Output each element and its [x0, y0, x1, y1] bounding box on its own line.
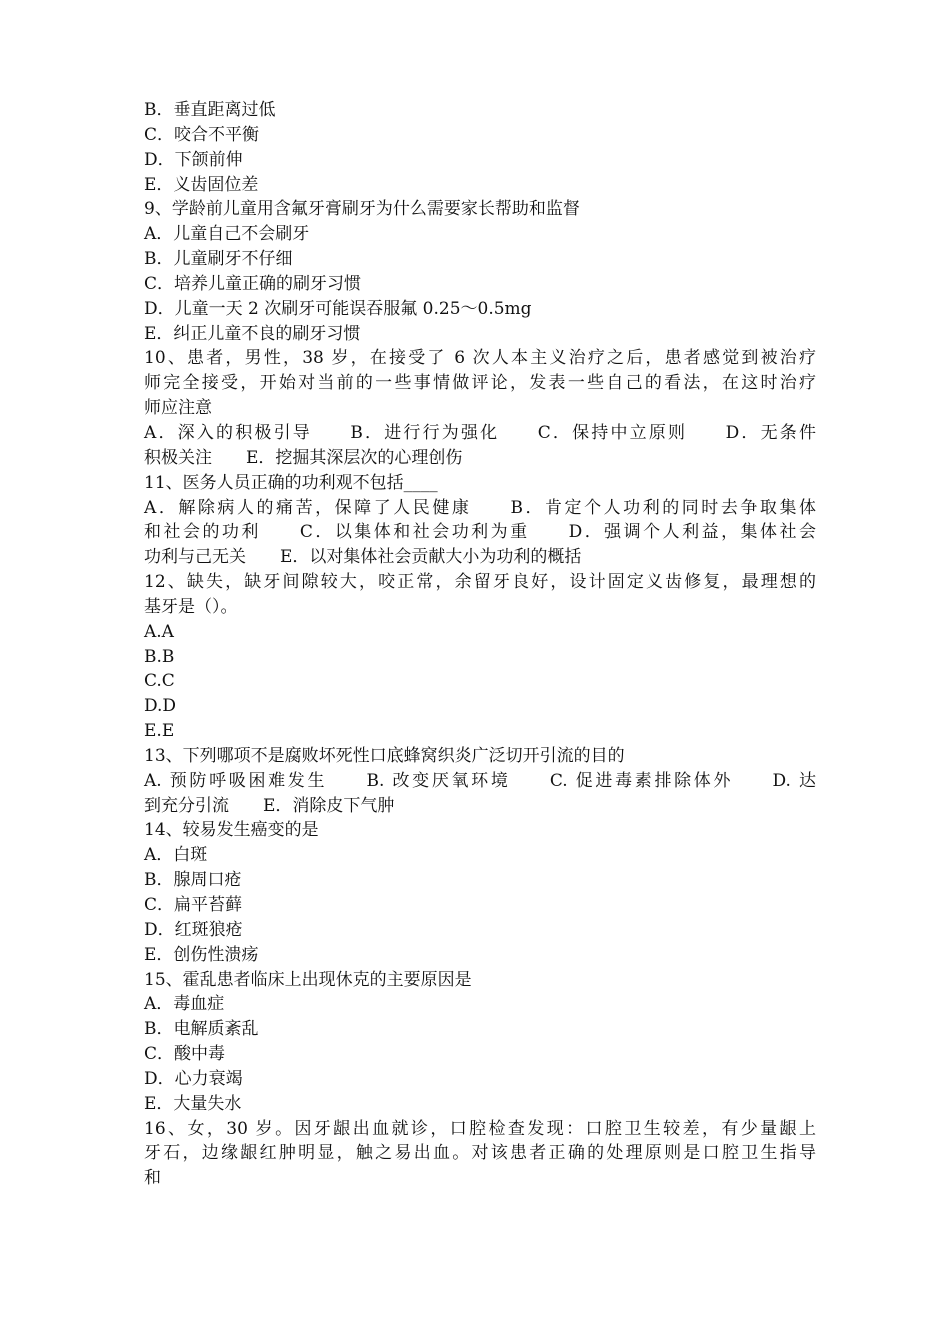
text-line: B．电解质紊乱 — [144, 1019, 259, 1040]
text-line: C．扁平苔藓 — [144, 895, 243, 915]
text-line: A.A — [144, 621, 174, 642]
text-line: A．毒血症 — [144, 994, 225, 1015]
text-line: 13、下列哪项不是腐败坏死性口底蜂窝织炎广泛切开引流的目的 — [144, 745, 625, 766]
text-line: B．腺周口疮 — [144, 870, 242, 891]
text-line: 和 — [144, 1168, 161, 1189]
text-line: A．儿童自己不会刷牙 — [144, 224, 310, 245]
text-line: C.C — [144, 671, 175, 692]
text-line: C．培养儿童正确的刷牙习惯 — [144, 273, 362, 294]
text-line: 到充分引流 E．消除皮下气肿 — [144, 795, 395, 816]
text-line: 16、女，30 岁。因牙龈出血就诊，口腔检查发现：口腔卫生较差，有少量龈上 — [144, 1118, 816, 1139]
text-line: D．下颌前伸 — [144, 149, 243, 170]
text-line: A．深入的积极引导 B．进行行为强化 C．保持中立原则 D．无条件 — [144, 422, 816, 443]
text-line: D．红斑狼疮 — [144, 919, 243, 940]
text-line: 和社会的功利 C．以集体和社会功利为重 D．强调个人利益，集体社会 — [144, 522, 816, 543]
text-line: B.B — [144, 646, 175, 667]
text-line: 师应注意 — [144, 398, 212, 419]
text-line: 10、患者，男性，38 岁，在接受了 6 次人本主义治疗之后，患者感觉到被治疗 — [144, 348, 816, 369]
text-line: 11、医务人员正确的功利观不包括____ — [144, 472, 438, 493]
text-line: 基牙是（）。 — [144, 596, 238, 617]
document-body — [144, 98, 816, 1191]
text-line: 15、霍乱患者临床上出现休克的主要原因是 — [144, 969, 472, 990]
text-line: D．儿童一天 2 次刷牙可能误吞服氟 0.25～0.5mg — [144, 298, 532, 319]
text-line: 积极关注 E．挖掘其深层次的心理创伤 — [144, 447, 463, 468]
text-line: 功利与己无关 E．以对集体社会贡献大小为功利的概括 — [144, 547, 582, 568]
text-line: 12、缺失，缺牙间隙较大，咬正常，余留牙良好，设计固定义齿修复，最理想的 — [144, 572, 816, 593]
text-line: 9、学龄前儿童用含氟牙膏刷牙为什么需要家长帮助和监督 — [144, 199, 580, 220]
text-line: B．垂直距离过低 — [144, 100, 276, 120]
text-line: A．解除病人的痛苦，保障了人民健康 B．肯定个人功利的同时去争取集体 — [144, 497, 816, 518]
text-line: D.D — [144, 696, 177, 717]
text-line: E．大量失水 — [144, 1093, 242, 1114]
text-line: E.E — [144, 721, 175, 742]
text-line: 师完全接受，开始对当前的一些事情做评论，发表一些自己的看法，在这时治疗 — [144, 373, 816, 394]
text-line: B．儿童刷牙不仔细 — [144, 249, 293, 270]
text-line: E．义齿固位差 — [144, 174, 259, 195]
text-line: A. 预防呼吸困难发生 B. 改变厌氧环境 C. 促进毒素排除体外 D. 达 — [144, 770, 816, 791]
text-line: C．咬合不平衡 — [144, 124, 260, 145]
text-line: E．创伤性溃疡 — [144, 944, 259, 965]
text-line: 牙石，边缘龈红肿明显，触之易出血。对该患者正确的处理原则是口腔卫生指导 — [144, 1143, 816, 1164]
text-line: 14、较易发生癌变的是 — [144, 820, 319, 841]
text-line: E．纠正儿童不良的刷牙习惯 — [144, 323, 361, 344]
text-line: A．白斑 — [144, 845, 208, 866]
text-line: D．心力衰竭 — [144, 1068, 243, 1089]
text-line: C．酸中毒 — [144, 1044, 226, 1065]
